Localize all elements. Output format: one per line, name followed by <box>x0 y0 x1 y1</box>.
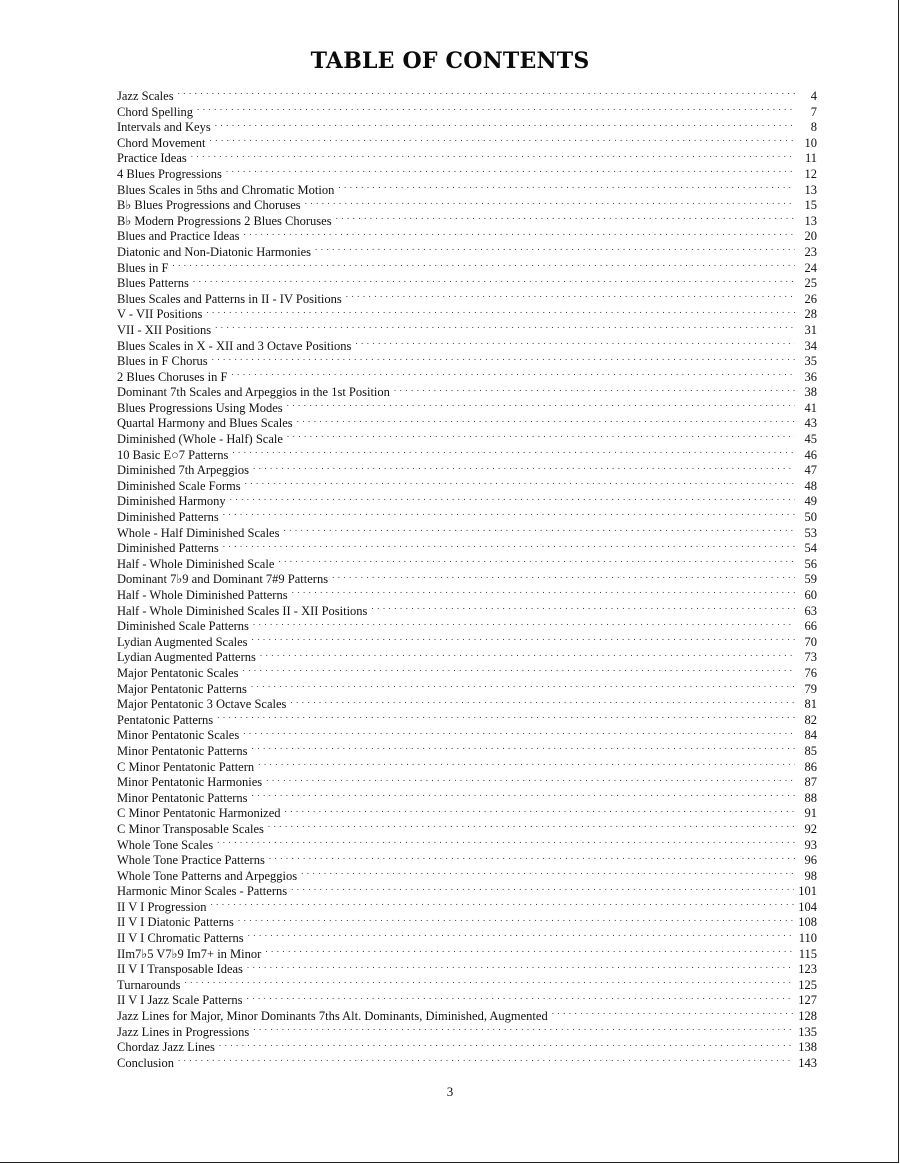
toc-entry-title: Whole Tone Patterns and Arpeggios <box>117 868 298 883</box>
toc-entry-title: Blues Scales in 5ths and Chromatic Motion <box>117 182 335 197</box>
dot-leader <box>232 449 795 459</box>
toc-entry-page: 47 <box>804 463 817 478</box>
dot-leader <box>290 698 795 708</box>
toc-entry[interactable] <box>117 728 817 744</box>
dot-leader <box>552 1010 795 1020</box>
dot-leader <box>251 683 795 693</box>
dot-leader <box>238 916 794 926</box>
toc-entry[interactable] <box>117 167 817 183</box>
toc-entry-title: Half - Whole Diminished Scales II - XII Positions <box>117 603 368 618</box>
dot-leader <box>315 246 795 256</box>
toc-entry-page: 88 <box>804 790 817 805</box>
toc-entry-page: 60 <box>804 588 817 602</box>
toc-entry[interactable] <box>117 572 817 588</box>
toc-entry-title: Dominant 7th Scales and Arpeggios in the 1st Position <box>117 385 390 400</box>
toc-entry-title: Diminished Patterns <box>117 541 219 556</box>
toc-entry-title: Pentatonic Patterns <box>117 712 214 727</box>
toc-entry[interactable] <box>117 448 817 464</box>
toc-entry-page: 45 <box>804 432 817 447</box>
toc-entry-title: Blues Progressions Using Modes <box>117 400 283 415</box>
toc-entry[interactable] <box>117 136 817 152</box>
toc-entry-page: 8 <box>810 120 817 135</box>
dot-leader <box>287 433 795 443</box>
toc-entry-page: 66 <box>804 619 817 634</box>
toc-entry-page: 70 <box>804 634 817 649</box>
dot-leader <box>230 495 795 505</box>
toc-entry[interactable] <box>117 494 817 510</box>
toc-entry-title: Blues and Practice Ideas <box>117 229 240 244</box>
toc-entry-title: Minor Pentatonic Harmonies <box>117 775 263 790</box>
toc-entry-page: 13 <box>804 213 817 228</box>
toc-entry[interactable] <box>117 791 817 807</box>
toc-entry[interactable] <box>117 245 817 261</box>
toc-entry[interactable] <box>117 541 817 557</box>
toc-entry-page: 38 <box>804 385 817 400</box>
toc-entry-page: 76 <box>804 665 817 680</box>
toc-entry[interactable] <box>117 1040 817 1056</box>
toc-entry-page: 4 <box>810 89 817 103</box>
toc-entry-title: II V I Jazz Scale Patterns <box>117 993 243 1008</box>
toc-entry-page: 93 <box>804 837 817 852</box>
toc-entry-title: Half - Whole Diminished Scale <box>117 556 275 571</box>
dot-leader <box>219 1041 794 1051</box>
toc-entry-page: 23 <box>804 244 817 259</box>
toc-entry-page: 91 <box>804 806 817 821</box>
toc-entry-title: B♭ Modern Progressions 2 Blues Choruses <box>117 213 332 228</box>
toc-entry-title: Diminished Patterns <box>117 510 219 525</box>
toc-entry-title: Jazz Lines for Major, Minor Dominants 7ths Alt. Dominants, Diminished, Augmented <box>117 1009 548 1024</box>
toc-entry-page: 28 <box>804 307 817 322</box>
toc-entry-page: 127 <box>798 993 817 1008</box>
toc-entry-page: 41 <box>804 400 817 415</box>
toc-entry-title: Intervals and Keys <box>117 120 211 135</box>
dot-leader <box>243 729 795 739</box>
toc-entry-page: 53 <box>804 525 817 540</box>
toc-entry-title: Major Pentatonic 3 Octave Scales <box>117 697 287 712</box>
dot-leader <box>253 620 795 630</box>
dot-leader <box>252 792 795 802</box>
toc-entry-title: Diatonic and Non-Diatonic Harmonies <box>117 244 312 259</box>
toc-entry-title: Dominant 7♭9 and Dominant 7#9 Patterns <box>117 572 329 587</box>
toc-entry-title: Lydian Augmented Patterns <box>117 650 256 665</box>
toc-entry-page: 56 <box>804 556 817 571</box>
toc-entry-page: 86 <box>804 759 817 774</box>
toc-entry[interactable] <box>117 775 817 791</box>
dot-leader <box>210 901 794 911</box>
toc-entry-title: 2 Blues Choruses in F <box>117 369 228 384</box>
toc-entry-title: 4 Blues Progressions <box>117 166 222 181</box>
toc-entry-title: Diminished 7th Arpeggios <box>117 463 249 478</box>
table-of-contents <box>117 89 817 1071</box>
toc-entry-title: Diminished Scale Patterns <box>117 619 249 634</box>
dot-leader <box>287 402 795 412</box>
toc-entry[interactable] <box>117 588 817 604</box>
toc-entry-title: C Minor Pentatonic Pattern <box>117 759 255 774</box>
toc-entry-page: 36 <box>804 369 817 384</box>
toc-entry-title: Diminished (Whole - Half) Scale <box>117 432 283 447</box>
dot-leader <box>215 121 795 131</box>
toc-entry[interactable] <box>117 89 817 105</box>
toc-entry-title: 10 Basic E○7 Patterns <box>117 447 229 462</box>
toc-entry[interactable] <box>117 214 817 230</box>
toc-entry-title: Half - Whole Diminished Patterns <box>117 588 288 602</box>
toc-entry[interactable] <box>117 713 817 729</box>
dot-leader <box>247 994 795 1004</box>
dot-leader <box>223 542 795 552</box>
toc-entry[interactable] <box>117 900 817 916</box>
toc-entry-page: 46 <box>804 447 817 462</box>
dot-leader <box>332 573 795 583</box>
dot-leader <box>297 417 795 427</box>
toc-entry[interactable] <box>117 822 817 838</box>
toc-entry[interactable] <box>117 697 817 713</box>
dot-leader <box>223 511 795 521</box>
toc-entry[interactable] <box>117 385 817 401</box>
dot-leader <box>184 979 794 989</box>
dot-leader <box>197 106 795 116</box>
toc-entry[interactable] <box>117 1056 817 1072</box>
toc-entry[interactable] <box>117 307 817 323</box>
toc-entry-page: 26 <box>804 291 817 306</box>
toc-entry[interactable] <box>117 416 817 432</box>
toc-entry[interactable] <box>117 276 817 292</box>
toc-entry[interactable] <box>117 682 817 698</box>
dot-leader <box>191 152 795 162</box>
toc-entry-page: 101 <box>798 884 817 899</box>
dot-leader <box>292 589 795 599</box>
toc-entry[interactable] <box>117 1025 817 1041</box>
toc-entry[interactable] <box>117 931 817 947</box>
toc-entry-title: II V I Progression <box>117 899 207 914</box>
toc-entry-page: 49 <box>804 494 817 509</box>
dot-leader <box>301 870 795 880</box>
toc-entry-page: 87 <box>804 775 817 790</box>
toc-entry-page: 85 <box>804 743 817 758</box>
toc-entry[interactable] <box>117 993 817 1009</box>
toc-entry-page: 115 <box>798 946 817 961</box>
toc-entry-page: 20 <box>804 229 817 244</box>
toc-entry-title: Blues Scales in X - XII and 3 Octave Positions <box>117 338 352 353</box>
toc-entry[interactable] <box>117 198 817 214</box>
toc-entry-title: Whole Tone Scales <box>117 837 214 852</box>
dot-leader <box>258 761 795 771</box>
toc-entry[interactable] <box>117 557 817 573</box>
toc-entry-page: 15 <box>804 198 817 213</box>
toc-entry-page: 34 <box>804 338 817 353</box>
toc-entry-title: IIm7♭5 V7♭9 Im7+ in Minor <box>117 946 262 961</box>
toc-entry[interactable] <box>117 183 817 199</box>
toc-entry-page: 125 <box>798 977 817 992</box>
toc-entry-page: 7 <box>810 104 817 119</box>
toc-entry-page: 48 <box>804 478 817 493</box>
dot-leader <box>336 215 795 225</box>
toc-entry[interactable] <box>117 869 817 885</box>
dot-leader <box>210 137 795 147</box>
toc-entry-page: 50 <box>804 510 817 525</box>
toc-entry-title: Major Pentatonic Patterns <box>117 681 247 696</box>
toc-entry-page: 12 <box>804 166 817 181</box>
toc-entry-page: 123 <box>798 962 817 977</box>
dot-leader <box>215 324 795 334</box>
dot-leader <box>285 807 795 817</box>
dot-leader <box>231 371 795 381</box>
dot-leader <box>178 1057 794 1067</box>
dot-leader <box>248 932 795 942</box>
toc-entry[interactable] <box>117 401 817 417</box>
toc-entry[interactable] <box>117 947 817 963</box>
toc-entry-title: V - VII Positions <box>117 307 203 322</box>
dot-leader <box>245 480 795 490</box>
dot-leader <box>265 948 794 958</box>
toc-entry[interactable] <box>117 370 817 386</box>
toc-entry-page: 96 <box>804 853 817 868</box>
toc-entry-title: Blues Scales and Patterns in II - IV Positions <box>117 291 342 306</box>
toc-entry-title: Diminished Scale Forms <box>117 478 241 493</box>
dot-leader <box>260 651 795 661</box>
toc-entry-page: 24 <box>804 260 817 275</box>
dot-leader <box>305 199 795 209</box>
dot-leader <box>226 168 795 178</box>
toc-entry-title: Conclusion <box>117 1055 174 1070</box>
toc-entry[interactable] <box>117 760 817 776</box>
toc-entry-title: Turnarounds <box>117 977 181 992</box>
toc-entry[interactable] <box>117 604 817 620</box>
toc-entry-title: Jazz Lines in Progressions <box>117 1024 250 1039</box>
toc-entry[interactable] <box>117 354 817 370</box>
toc-entry-title: Practice Ideas <box>117 151 187 166</box>
dot-leader <box>252 745 795 755</box>
toc-entry[interactable] <box>117 806 817 822</box>
toc-entry[interactable] <box>117 1009 817 1025</box>
dot-leader <box>268 823 795 833</box>
toc-entry-page: 54 <box>804 541 817 556</box>
dot-leader <box>253 1026 794 1036</box>
toc-entry[interactable] <box>117 323 817 339</box>
toc-entry-page: 81 <box>804 697 817 712</box>
toc-entry-title: Lydian Augmented Scales <box>117 634 248 649</box>
toc-entry[interactable] <box>117 962 817 978</box>
dot-leader <box>212 355 795 365</box>
dot-leader <box>355 340 795 350</box>
dot-leader <box>206 308 795 318</box>
toc-entry-title: Quartal Harmony and Blues Scales <box>117 416 293 431</box>
toc-entry-page: 73 <box>804 650 817 665</box>
toc-entry[interactable] <box>117 120 817 136</box>
toc-entry-title: Blues Patterns <box>117 276 189 291</box>
dot-leader <box>338 184 795 194</box>
toc-entry-title: VII - XII Positions <box>117 322 212 337</box>
toc-entry[interactable] <box>117 915 817 931</box>
toc-entry-title: Major Pentatonic Scales <box>117 665 239 680</box>
toc-entry-title: B♭ Blues Progressions and Choruses <box>117 198 301 213</box>
toc-entry-title: C Minor Pentatonic Harmonized <box>117 806 281 821</box>
toc-entry-title: Harmonic Minor Scales - Patterns <box>117 884 288 899</box>
toc-entry[interactable] <box>117 229 817 245</box>
toc-entry-title: Minor Pentatonic Scales <box>117 728 240 743</box>
toc-entry-page: 25 <box>804 276 817 291</box>
toc-entry-title: Whole Tone Practice Patterns <box>117 853 265 868</box>
dot-leader <box>193 277 795 287</box>
dot-leader <box>269 854 795 864</box>
toc-entry-page: 92 <box>804 821 817 836</box>
toc-entry[interactable] <box>117 853 817 869</box>
dot-leader <box>346 293 795 303</box>
toc-entry-title: Whole - Half Diminished Scales <box>117 525 280 540</box>
toc-entry-page: 31 <box>804 322 817 337</box>
toc-entry-page: 82 <box>804 712 817 727</box>
toc-entry-title: Minor Pentatonic Patterns <box>117 743 248 758</box>
toc-entry[interactable] <box>117 884 817 900</box>
dot-leader <box>217 714 795 724</box>
toc-entry-title: Chord Spelling <box>117 104 194 119</box>
toc-entry-page: 98 <box>804 868 817 883</box>
toc-entry[interactable] <box>117 978 817 994</box>
toc-entry-page: 59 <box>804 572 817 587</box>
dot-leader <box>247 963 794 973</box>
toc-entry[interactable] <box>117 463 817 479</box>
toc-entry-page: 43 <box>804 416 817 431</box>
toc-entry[interactable] <box>117 261 817 277</box>
toc-entry-title: Minor Pentatonic Patterns <box>117 790 248 805</box>
dot-leader <box>253 464 795 474</box>
toc-entry-title: Chord Movement <box>117 135 206 150</box>
toc-entry[interactable] <box>117 650 817 666</box>
toc-entry[interactable] <box>117 619 817 635</box>
toc-entry[interactable] <box>117 292 817 308</box>
dot-leader <box>243 667 796 677</box>
toc-entry-page: 128 <box>798 1009 817 1024</box>
toc-entry-page: 135 <box>798 1024 817 1039</box>
toc-entry-page: 143 <box>798 1055 817 1070</box>
toc-entry-title: II V I Chromatic Patterns <box>117 931 244 946</box>
toc-entry[interactable] <box>117 526 817 542</box>
toc-entry-title: C Minor Transposable Scales <box>117 821 264 836</box>
toc-entry[interactable] <box>117 105 817 121</box>
dot-leader <box>172 262 795 272</box>
toc-entry-page: 110 <box>798 931 817 946</box>
dot-leader <box>291 885 794 895</box>
toc-entry[interactable] <box>117 666 817 682</box>
toc-entry[interactable] <box>117 838 817 854</box>
toc-entry-page: 84 <box>804 728 817 743</box>
toc-entry-page: 63 <box>804 603 817 618</box>
toc-entry[interactable] <box>117 432 817 448</box>
dot-leader <box>266 776 795 786</box>
page-number: 3 <box>446 1084 454 1099</box>
toc-entry-title: Blues in F <box>117 260 169 275</box>
toc-entry-title: II V I Diatonic Patterns <box>117 915 234 930</box>
dot-leader <box>278 558 795 568</box>
toc-entry[interactable] <box>117 635 817 651</box>
page-title: TABLE OF CONTENTS <box>310 48 590 74</box>
toc-entry-page: 138 <box>798 1040 817 1055</box>
dot-leader <box>244 230 795 240</box>
dot-leader <box>283 527 795 537</box>
toc-entry-page: 108 <box>798 915 817 930</box>
toc-entry-page: 11 <box>804 151 817 166</box>
toc-entry-title: Chordaz Jazz Lines <box>117 1040 215 1055</box>
toc-entry-title: Jazz Scales <box>117 89 174 103</box>
toc-entry-page: 79 <box>804 681 817 696</box>
toc-entry-page: 35 <box>804 354 817 369</box>
dot-leader <box>178 90 795 100</box>
dot-leader <box>371 605 795 615</box>
toc-entry[interactable] <box>117 510 817 526</box>
toc-entry-title: II V I Transposable Ideas <box>117 962 243 977</box>
toc-entry[interactable] <box>117 744 817 760</box>
toc-entry-title: Blues in F Chorus <box>117 354 208 369</box>
toc-entry[interactable] <box>117 479 817 495</box>
dot-leader <box>252 636 795 646</box>
dot-leader <box>394 386 795 396</box>
toc-entry-page: 13 <box>804 182 817 197</box>
toc-entry[interactable] <box>117 151 817 167</box>
toc-entry[interactable] <box>117 339 817 355</box>
toc-entry-page: 104 <box>798 899 817 914</box>
toc-entry-title: Diminished Harmony <box>117 494 226 509</box>
toc-entry-page: 10 <box>804 135 817 150</box>
dot-leader <box>217 839 795 849</box>
